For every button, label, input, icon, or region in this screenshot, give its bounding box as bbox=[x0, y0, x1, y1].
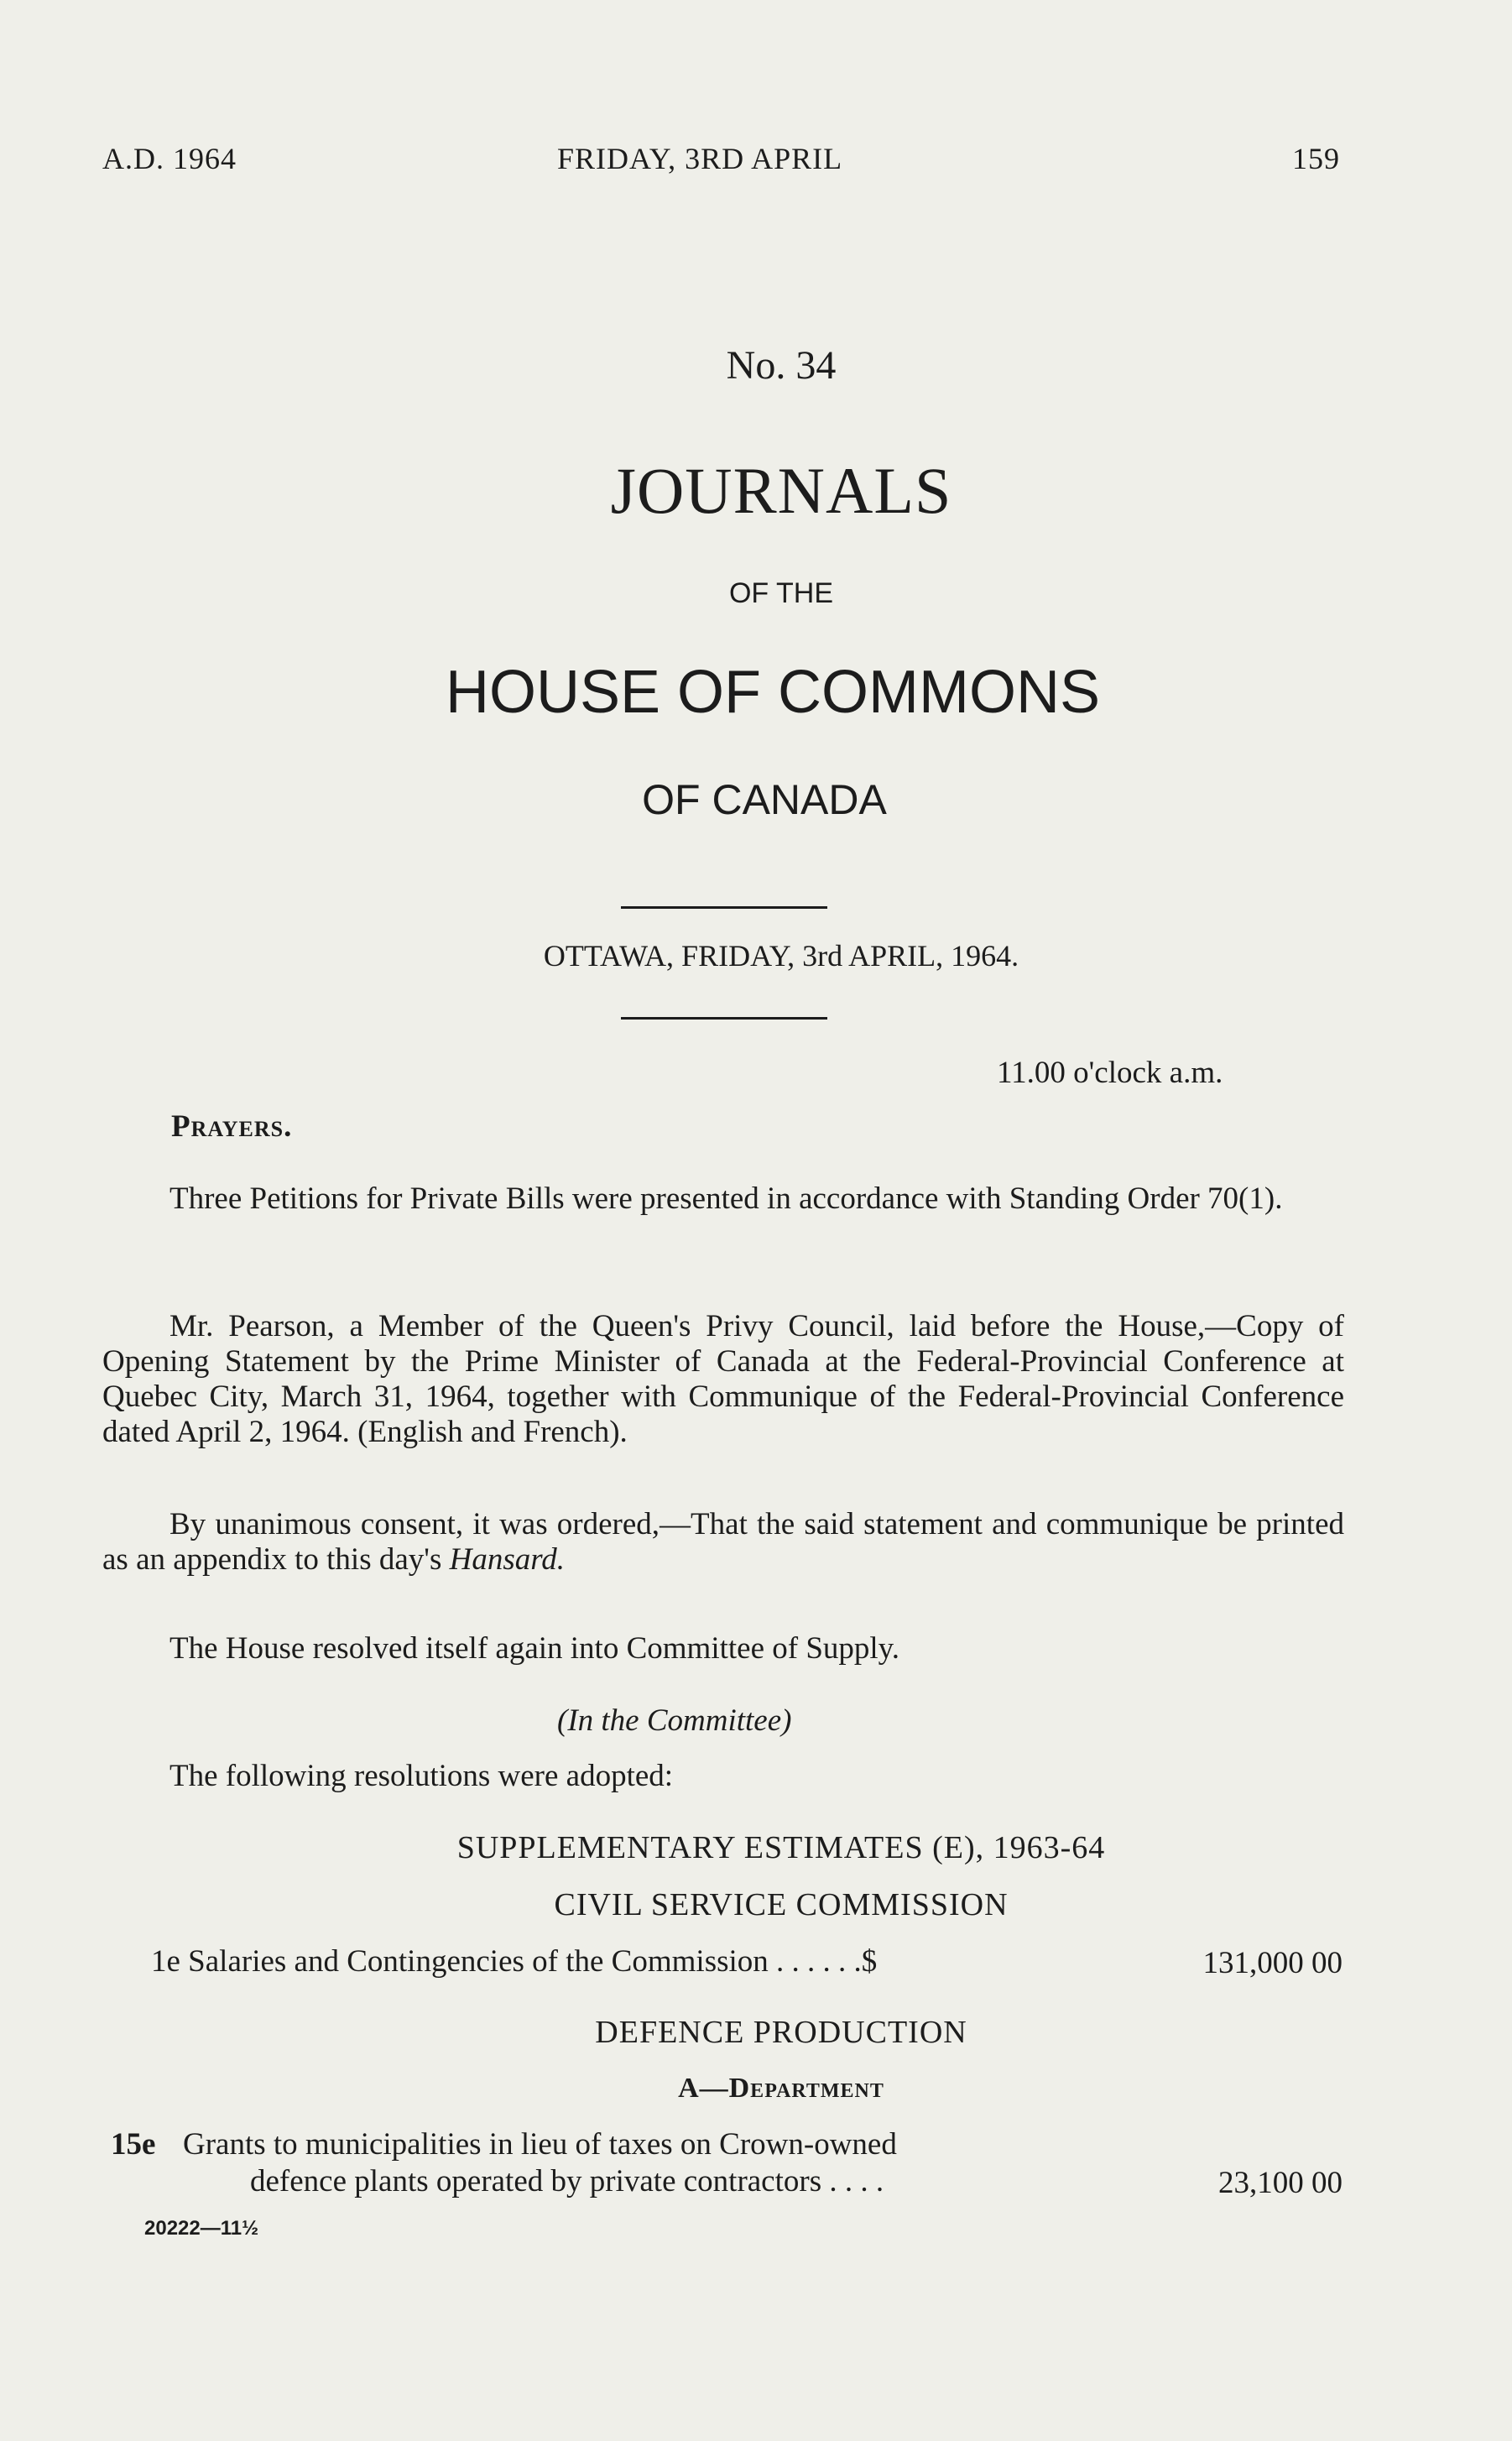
paragraph-pearson: Mr. Pearson, a Member of the Queen's Privy Council, laid before the House,—Copy of Opening Statement by the Prime Minister of Canada at the Federal-Provincial Conference at Quebec City, March 31, 1964, together with Communique of the Federal-Provincial Conference dated April 2, 1964. (English and French). bbox=[102, 1309, 1344, 1449]
item-15e-line2: defence plants operated by private contractors . . . . bbox=[250, 2164, 884, 2198]
prayers-heading: Prayers. bbox=[171, 1109, 293, 1144]
title-house-of-commons: HOUSE OF COMMONS bbox=[445, 659, 1100, 726]
divider-rule-top bbox=[621, 906, 827, 909]
section-defence-production: DEFENCE PRODUCTION bbox=[595, 2015, 967, 2050]
title-of-canada: OF CANADA bbox=[642, 776, 887, 823]
item-15e-number: 15e bbox=[111, 2127, 156, 2162]
hansard-italic: Hansard. bbox=[449, 1542, 566, 1577]
section-civil-service: CIVIL SERVICE COMMISSION bbox=[554, 1887, 1009, 1922]
sitting-time: 11.00 o'clock a.m. bbox=[997, 1056, 1223, 1090]
header-year: A.D. 1964 bbox=[102, 142, 237, 175]
header-date: FRIDAY, 3RD APRIL bbox=[557, 142, 843, 175]
item-15e-line1: Grants to municipalities in lieu of taxes on Crown-owned bbox=[183, 2127, 897, 2162]
header-page-number: 159 bbox=[1292, 142, 1340, 175]
item-15e-amount: 23,100 00 bbox=[1218, 2166, 1343, 2200]
estimates-title: SUPPLEMENTARY ESTIMATES (E), 1963-64 bbox=[456, 1830, 1106, 1865]
subsection-department: A—Department bbox=[678, 2073, 884, 2104]
resolutions-intro: The following resolutions were adopted: bbox=[169, 1759, 674, 1793]
divider-rule-bottom bbox=[621, 1017, 827, 1020]
consent-text: By unanimous consent, it was ordered,—That the said statement and communique be printed as an appendix to this day's bbox=[102, 1507, 1344, 1577]
dateline: OTTAWA, FRIDAY, 3rd APRIL, 1964. bbox=[543, 939, 1019, 973]
paragraph-petitions: Three Petitions for Private Bills were presented in accordance with Standing Order 70(1). bbox=[169, 1181, 1283, 1216]
in-committee-note: (In the Committee) bbox=[557, 1703, 792, 1738]
issue-number: No. 34 bbox=[726, 343, 837, 388]
journal-title: JOURNALS bbox=[610, 454, 952, 527]
printer-code: 20222—11½ bbox=[144, 2217, 259, 2240]
item-1e-text: 1e Salaries and Contingencies of the Commission . . . . . .$ bbox=[151, 1944, 878, 1979]
item-1e-amount: 131,000 00 bbox=[1202, 1946, 1343, 1980]
paragraph-committee: The House resolved itself again into Committee of Supply. bbox=[169, 1631, 900, 1666]
paragraph-consent bbox=[102, 1507, 1344, 1578]
title-of-the: OF THE bbox=[728, 577, 834, 609]
